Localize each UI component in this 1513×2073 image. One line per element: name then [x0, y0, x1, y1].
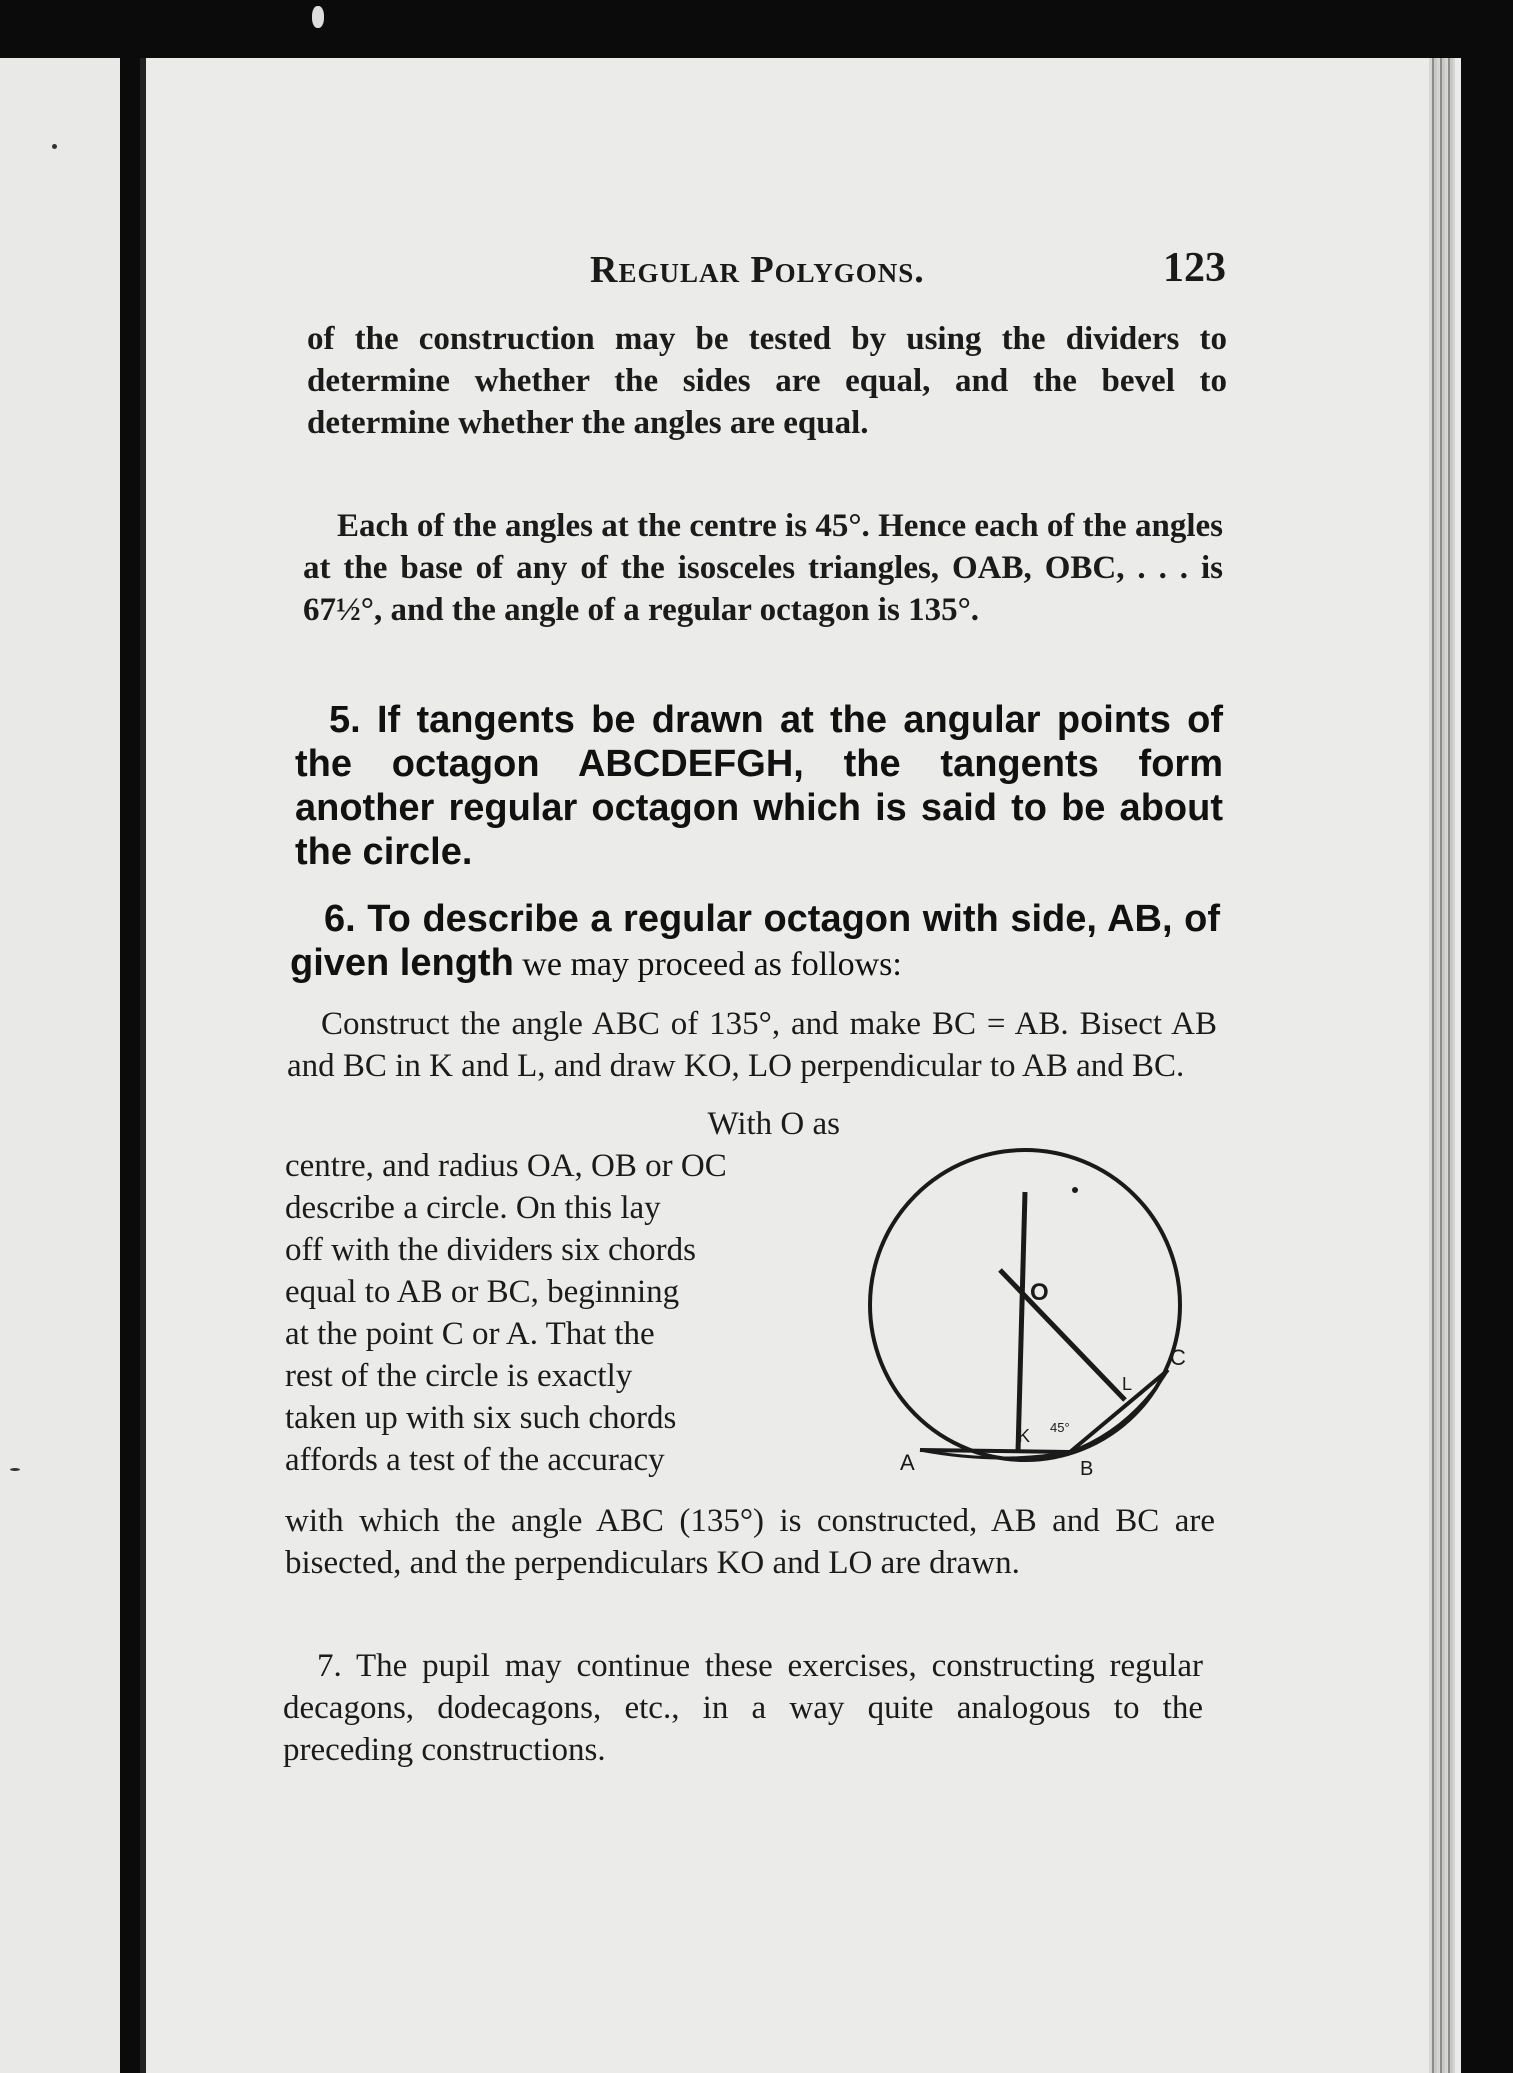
- paragraph-construction-side: [285, 1103, 840, 1481]
- paragraph-exercise-7: 7. The pupil may continue these exercises, constructing regular decagons, dodecagons, etc., in a way quite analogous to the preceding constructions.: [283, 1648, 1203, 1768]
- paragraph-construction-bottom: with which the angle ABC (135°) is constructed, AB and BC are bisected, and the perpendiculars KO and LO are drawn.: [285, 1503, 1215, 1581]
- perpendicular-KO: [1018, 1192, 1025, 1452]
- side-line: equal to AB or BC, beginning: [285, 1274, 680, 1310]
- side-line: at the point C or A. That the: [285, 1316, 655, 1352]
- adjacent-page: [0, 58, 120, 2073]
- page-number: 123: [1163, 245, 1226, 291]
- page-edge: [1429, 58, 1455, 2073]
- paragraph-1: of the construction may be tested by using the dividers to determine whether the sides are equal, and the bevel to determine whether the angles are equal.: [307, 321, 1227, 441]
- label-A: A: [900, 1450, 915, 1475]
- problem-6-continuation: we may proceed as follows:: [513, 946, 902, 983]
- running-title: Regular Polygons.: [590, 249, 925, 291]
- side-line: centre, and radius OA, OB or OC: [285, 1148, 727, 1184]
- problem-6-statement: 6. To describe a regular octagon with side, AB, of given length: [290, 898, 1220, 984]
- side-BC: [1070, 1370, 1168, 1452]
- label-O: O: [1030, 1279, 1049, 1306]
- side-AB: [920, 1450, 1070, 1452]
- side-line: With O as: [707, 1106, 840, 1142]
- side-line: describe a circle. On this lay: [285, 1190, 661, 1226]
- scan-mark: [312, 6, 324, 28]
- paragraph-theorem-5: 5. If tangents be drawn at the angular points of the octagon ABCDEFGH, the tangents form another regular octagon which is said to be about the circle.: [295, 699, 1223, 873]
- side-line: affords a test of the accuracy: [285, 1442, 665, 1478]
- side-line: rest of the circle is exactly: [285, 1358, 633, 1394]
- label-B: B: [1080, 1458, 1094, 1480]
- ink-speck: [10, 1468, 20, 1471]
- side-line: off with the dividers six chords: [285, 1232, 696, 1268]
- octagon-construction-figure: [860, 1140, 1200, 1485]
- label-K: K: [1018, 1426, 1031, 1446]
- label-C: C: [1170, 1345, 1186, 1370]
- side-line: taken up with six such chords: [285, 1400, 677, 1436]
- ink-speck: [52, 144, 57, 149]
- paragraph-2: Each of the angles at the centre is 45°. Hence each of the angles at the base of any of the isosceles triangles, OAB, OBC, . . . is 67½°, and the angle of a regular octagon is 135°.: [303, 508, 1223, 628]
- paragraph-construction-top: Construct the angle ABC of 135°, and make BC = AB. Bisect AB and BC in K and L, and draw KO, LO perpendicular to AB and BC.: [287, 1006, 1217, 1084]
- label-angle: 45°: [1050, 1420, 1070, 1435]
- dot-mark: [1072, 1187, 1078, 1193]
- label-L: L: [1122, 1374, 1133, 1394]
- paragraph-problem-6: [290, 897, 1220, 987]
